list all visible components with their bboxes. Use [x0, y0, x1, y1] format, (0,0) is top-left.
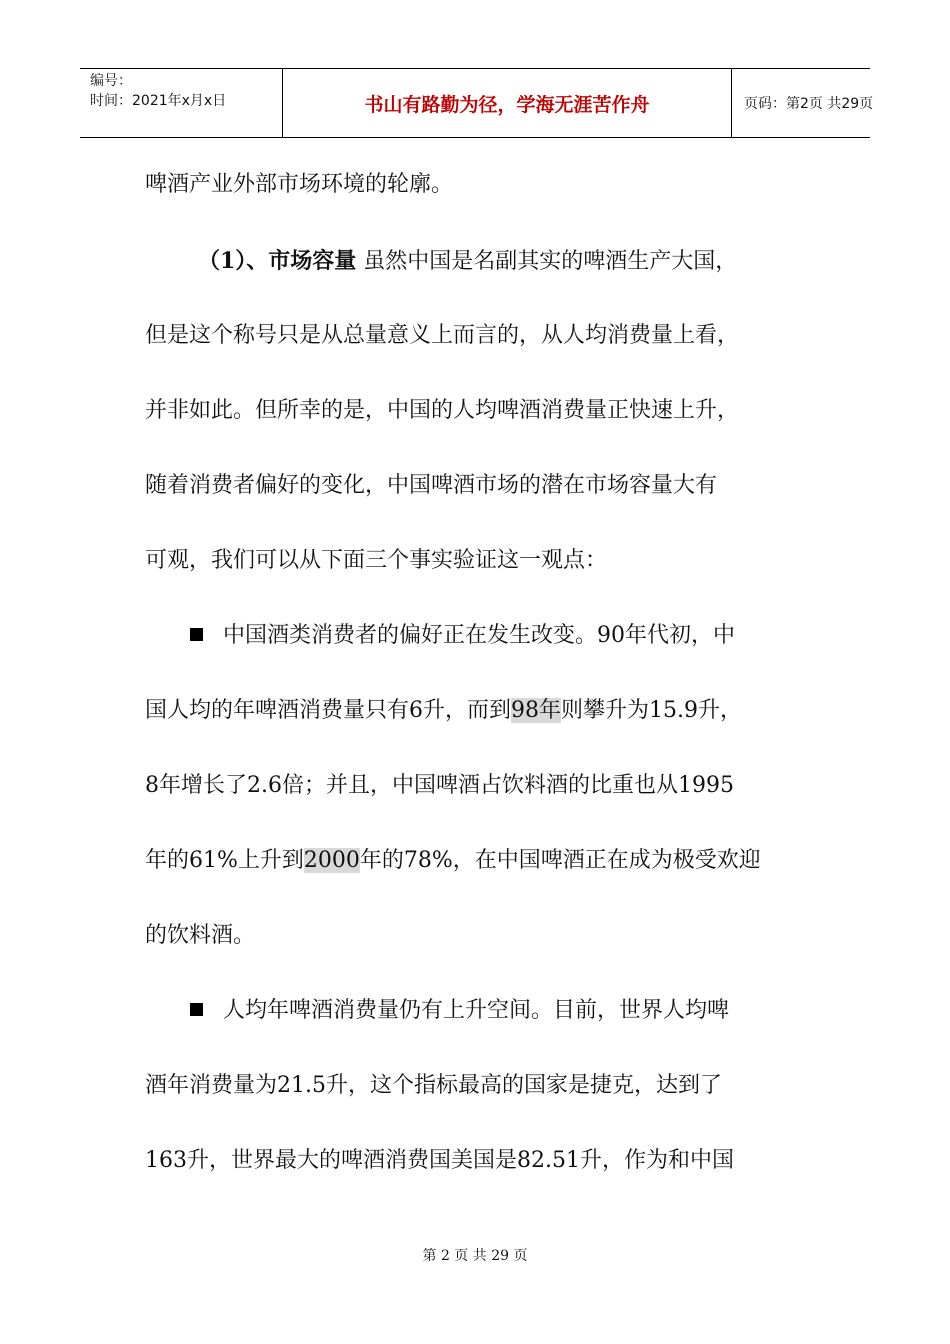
bullet-square-icon	[190, 1003, 203, 1016]
page-header	[80, 68, 874, 138]
paragraph-line: 但是这个称号只是从总量意义上而言的，从人均消费量上看，	[145, 323, 740, 348]
paragraph-text: 年的61%上升到	[145, 848, 304, 873]
highlighted-text: 2000	[303, 848, 360, 873]
bullet-item	[190, 621, 735, 651]
paragraph-text: 虽然中国是名副其实的啤酒生产大国，	[356, 249, 738, 274]
paragraph-line: 8年增长了2.6倍；并且，中国啤酒占饮料酒的比重也从1995	[145, 773, 734, 798]
bullet-text: 中国酒类消费者的偏好正在发生改变。90年代初，中	[223, 623, 735, 648]
paragraph-text: 国人均的年啤酒消费量只有6升，而到	[145, 698, 511, 723]
paragraph-line	[145, 846, 761, 876]
header-meta	[80, 69, 282, 137]
paragraph-line: 的饮料酒。	[145, 923, 256, 948]
document-number-label: 编号：	[90, 73, 132, 89]
bullet-item	[190, 996, 729, 1026]
paragraph-line: 啤酒产业外部市场环境的轮廓。	[145, 172, 454, 197]
highlighted-text: 98年	[511, 698, 561, 723]
header-motto: 书山有路勤为径，学海无涯苦作舟	[282, 69, 732, 137]
document-date: 时间：2021年x月x日	[90, 93, 227, 109]
paragraph-line: 酒年消费量为21.5升，这个指标最高的国家是捷克，达到了	[145, 1073, 722, 1098]
paragraph-line: 随着消费者偏好的变化，中国啤酒市场的潜在市场容量大有	[145, 473, 718, 498]
paragraph-text: 年的78%，在中国啤酒正在成为极受欢迎	[359, 848, 761, 873]
paragraph-text: 则攀升为15.9升，	[561, 698, 742, 723]
paragraph-line: 163升，世界最大的啤酒消费国美国是82.51升，作为和中国	[145, 1148, 734, 1173]
header-page-info: 页码：第2页 共29页	[744, 96, 874, 112]
bullet-text: 人均年啤酒消费量仍有上升空间。目前，世界人均啤	[223, 998, 730, 1023]
section-heading-line	[198, 246, 737, 277]
paragraph-line: 可观，我们可以从下面三个事实验证这一观点：	[145, 548, 608, 573]
paragraph-line: 并非如此。但所幸的是，中国的人均啤酒消费量正快速上升，	[145, 398, 740, 423]
bullet-square-icon	[190, 628, 203, 641]
section-heading: （1）、市场容量	[198, 248, 357, 274]
page-footer: 第 2 页 共 29 页	[422, 1248, 528, 1264]
paragraph-line	[145, 696, 742, 726]
